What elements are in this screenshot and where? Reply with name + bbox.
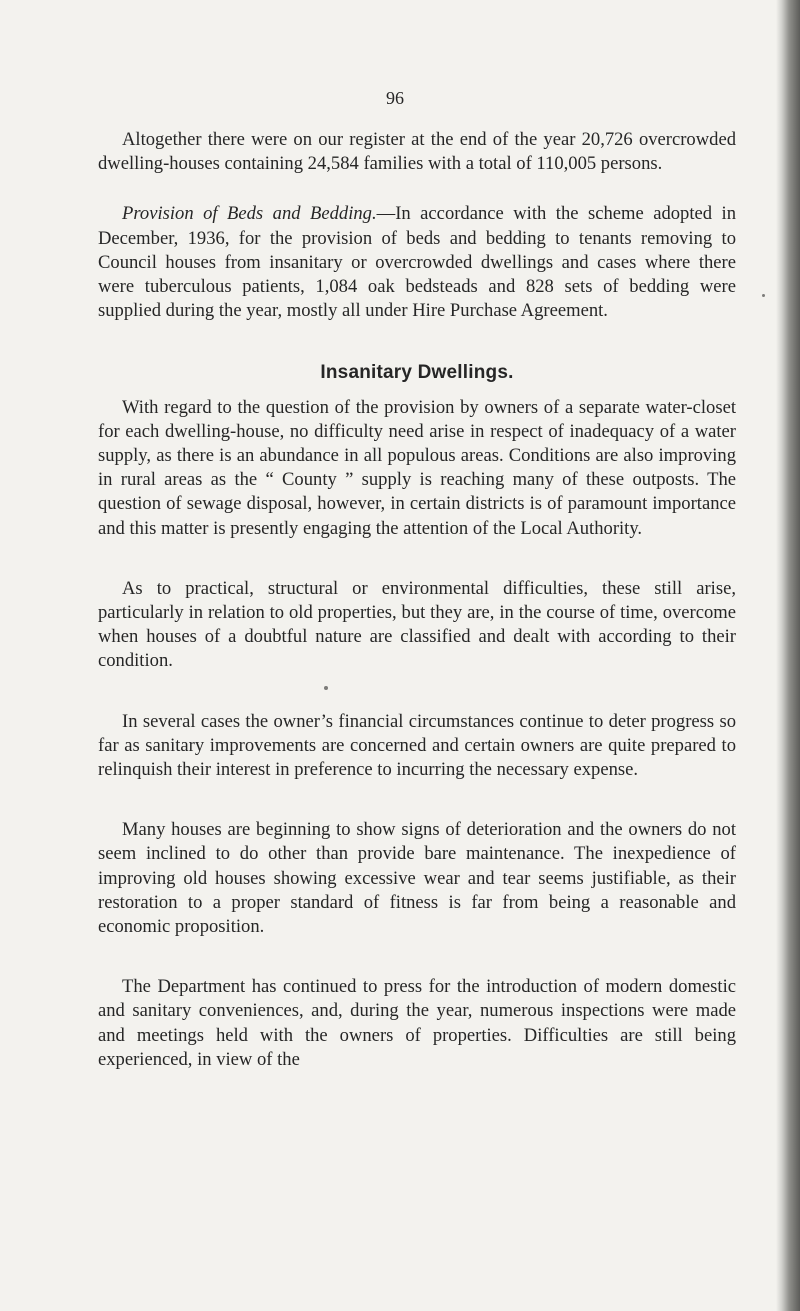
print-speck	[324, 686, 328, 690]
beds-and-bedding-lead: Provision of Beds and Bedding.	[122, 203, 377, 225]
beds-and-bedding-text: —In accordance with the scheme adopted in December, 1936, for the provision of beds and bedding to tenants removing to Council houses from insanitary or overcrowded dwellings and cases where there were tuberculous patients, 1,084 oak bedsteads and 828 sets of bedding were supplied during the year, mostly all under Hire Purchase Agreement.	[98, 203, 736, 322]
print-speck	[762, 294, 765, 297]
paragraph-water-supply: With regard to the question of the provision by owners of a separate water-closet for each dwelling-house, no difficulty need arise in respect of inadequacy of a water supply, as there is an abundance in all populous areas. Conditions are also improving in rural areas as the “ County ” supply is reaching many of these outposts. The question of sewage disposal, however, in certain districts is of paramount importance and this matter is presently engaging the attention of the Local Authority.	[98, 396, 736, 539]
paragraph-department-press: The Department has continued to press for the introduction of modern domestic and sanitary conveniences, and, during the year, numerous inspections were made and meetings held with the owners of properties. Difficulties are still being experienced, in view of the	[98, 976, 736, 1070]
body-text	[98, 128, 736, 1072]
paragraph-financial-circumstances: In several cases the owner’s financial circumstances continue to deter progress so far as sanitary improvements are concerned and certain owners are quite prepared to relinquish their interest in preference to incurring the necessary expense.	[98, 710, 736, 781]
section-heading-insanitary-dwellings: Insanitary Dwellings.	[320, 362, 514, 384]
paragraph-beds-and-bedding	[98, 202, 736, 323]
page-binding-edge	[776, 0, 800, 1311]
paragraph-deterioration: Many houses are beginning to show signs of deterioration and the owners do not seem inclined to do other than provide bare maintenance. The inexpedience of improving old houses showing excessive wear and tear seems justifiable, as their restoration to a proper standard of fitness is far from being a reasonable and economic proposition.	[98, 819, 736, 938]
paragraph-structural-difficulties: As to practical, structural or environmental difficulties, these still arise, particularly in relation to old properties, but they are, in the course of time, overcome when houses of a doubtful nature are classified and dealt with according to their condition.	[98, 577, 736, 672]
paragraph-overcrowding-summary: Altogether there were on our register at the end of the year 20,726 overcrowded dwelling-houses containing 24,584 families with a total of 110,005 persons.	[98, 129, 736, 175]
page-number: 96	[386, 88, 404, 108]
